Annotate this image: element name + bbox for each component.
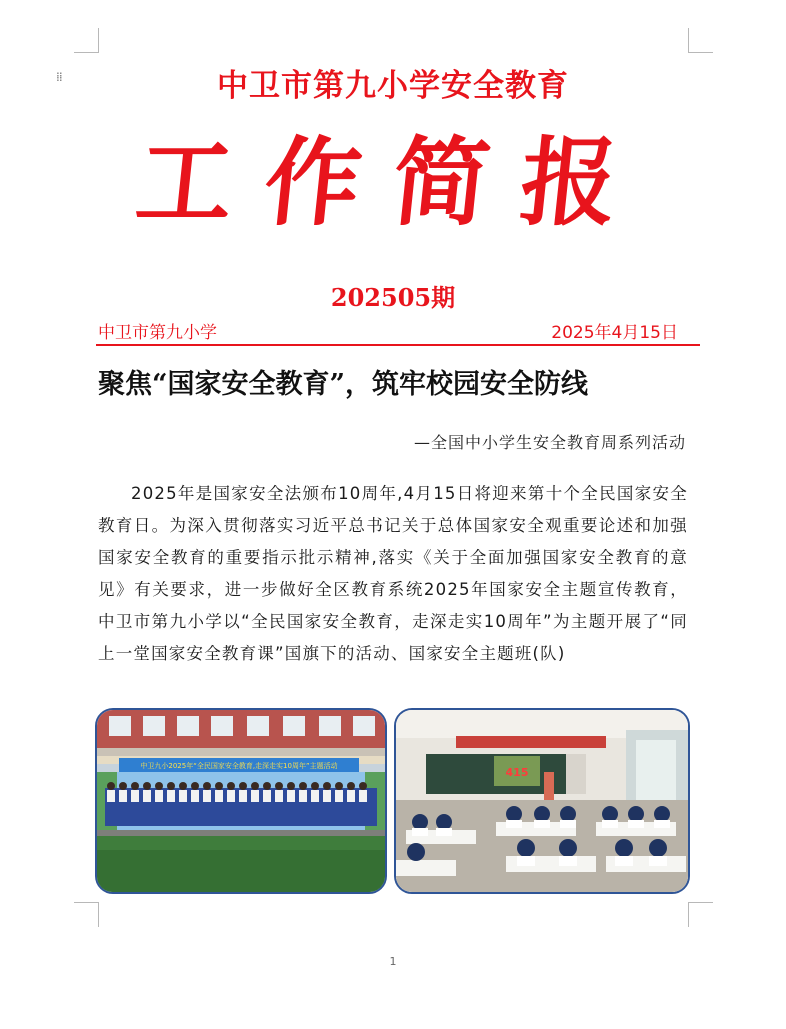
publish-date: 2025年4月15日 [551, 323, 678, 343]
article-body: 2025年是国家安全法颁布10周年,4月15日将迎来第十个全民国家安全教育日。为深入贯彻落实习近平总书记关于总体国家安全观重要论述和加强国家安全教育的重要指示批示精神,落实《关于全面加强国家安全教育的意见》有关要求，进一步做好全区教育系统2025年国家安全主题宣传教育，中卫市第九小学以“全民国家安全教育，走深走实10周年”为主题开展了“同上一堂国家安全教育课”国旗下的活动、国家安全主题班(队) [98, 484, 688, 663]
issue-number: 202505期 [330, 283, 456, 312]
page-number: 1 [389, 955, 397, 968]
screen-number-text: 415 [505, 766, 529, 779]
ceremony-banner-text: 中卫九小2025年“全民国家安全教育,走深走实10周年”主题活动 [140, 762, 338, 770]
margin-corner-bottom-left [74, 902, 99, 927]
margin-corner-top-right [688, 28, 713, 53]
article-subtitle: —全国中小学生安全教育周系列活动 [413, 433, 686, 452]
organization-name: 中卫市第九小学 [98, 323, 217, 343]
header-divider [96, 344, 700, 346]
margin-corner-top-left [74, 28, 99, 53]
bulletin-title: 工作简报 [131, 127, 655, 239]
article-title: 聚焦“国家安全教育”，筑牢校园安全防线 [98, 369, 589, 400]
drag-handle-icon[interactable]: ⁞⁞ [56, 70, 62, 84]
margin-corner-bottom-right [688, 902, 713, 927]
photo-flag-ceremony [95, 708, 387, 894]
school-title: 中卫市第九小学安全教育 [217, 68, 569, 104]
photo-classroom [394, 708, 690, 894]
